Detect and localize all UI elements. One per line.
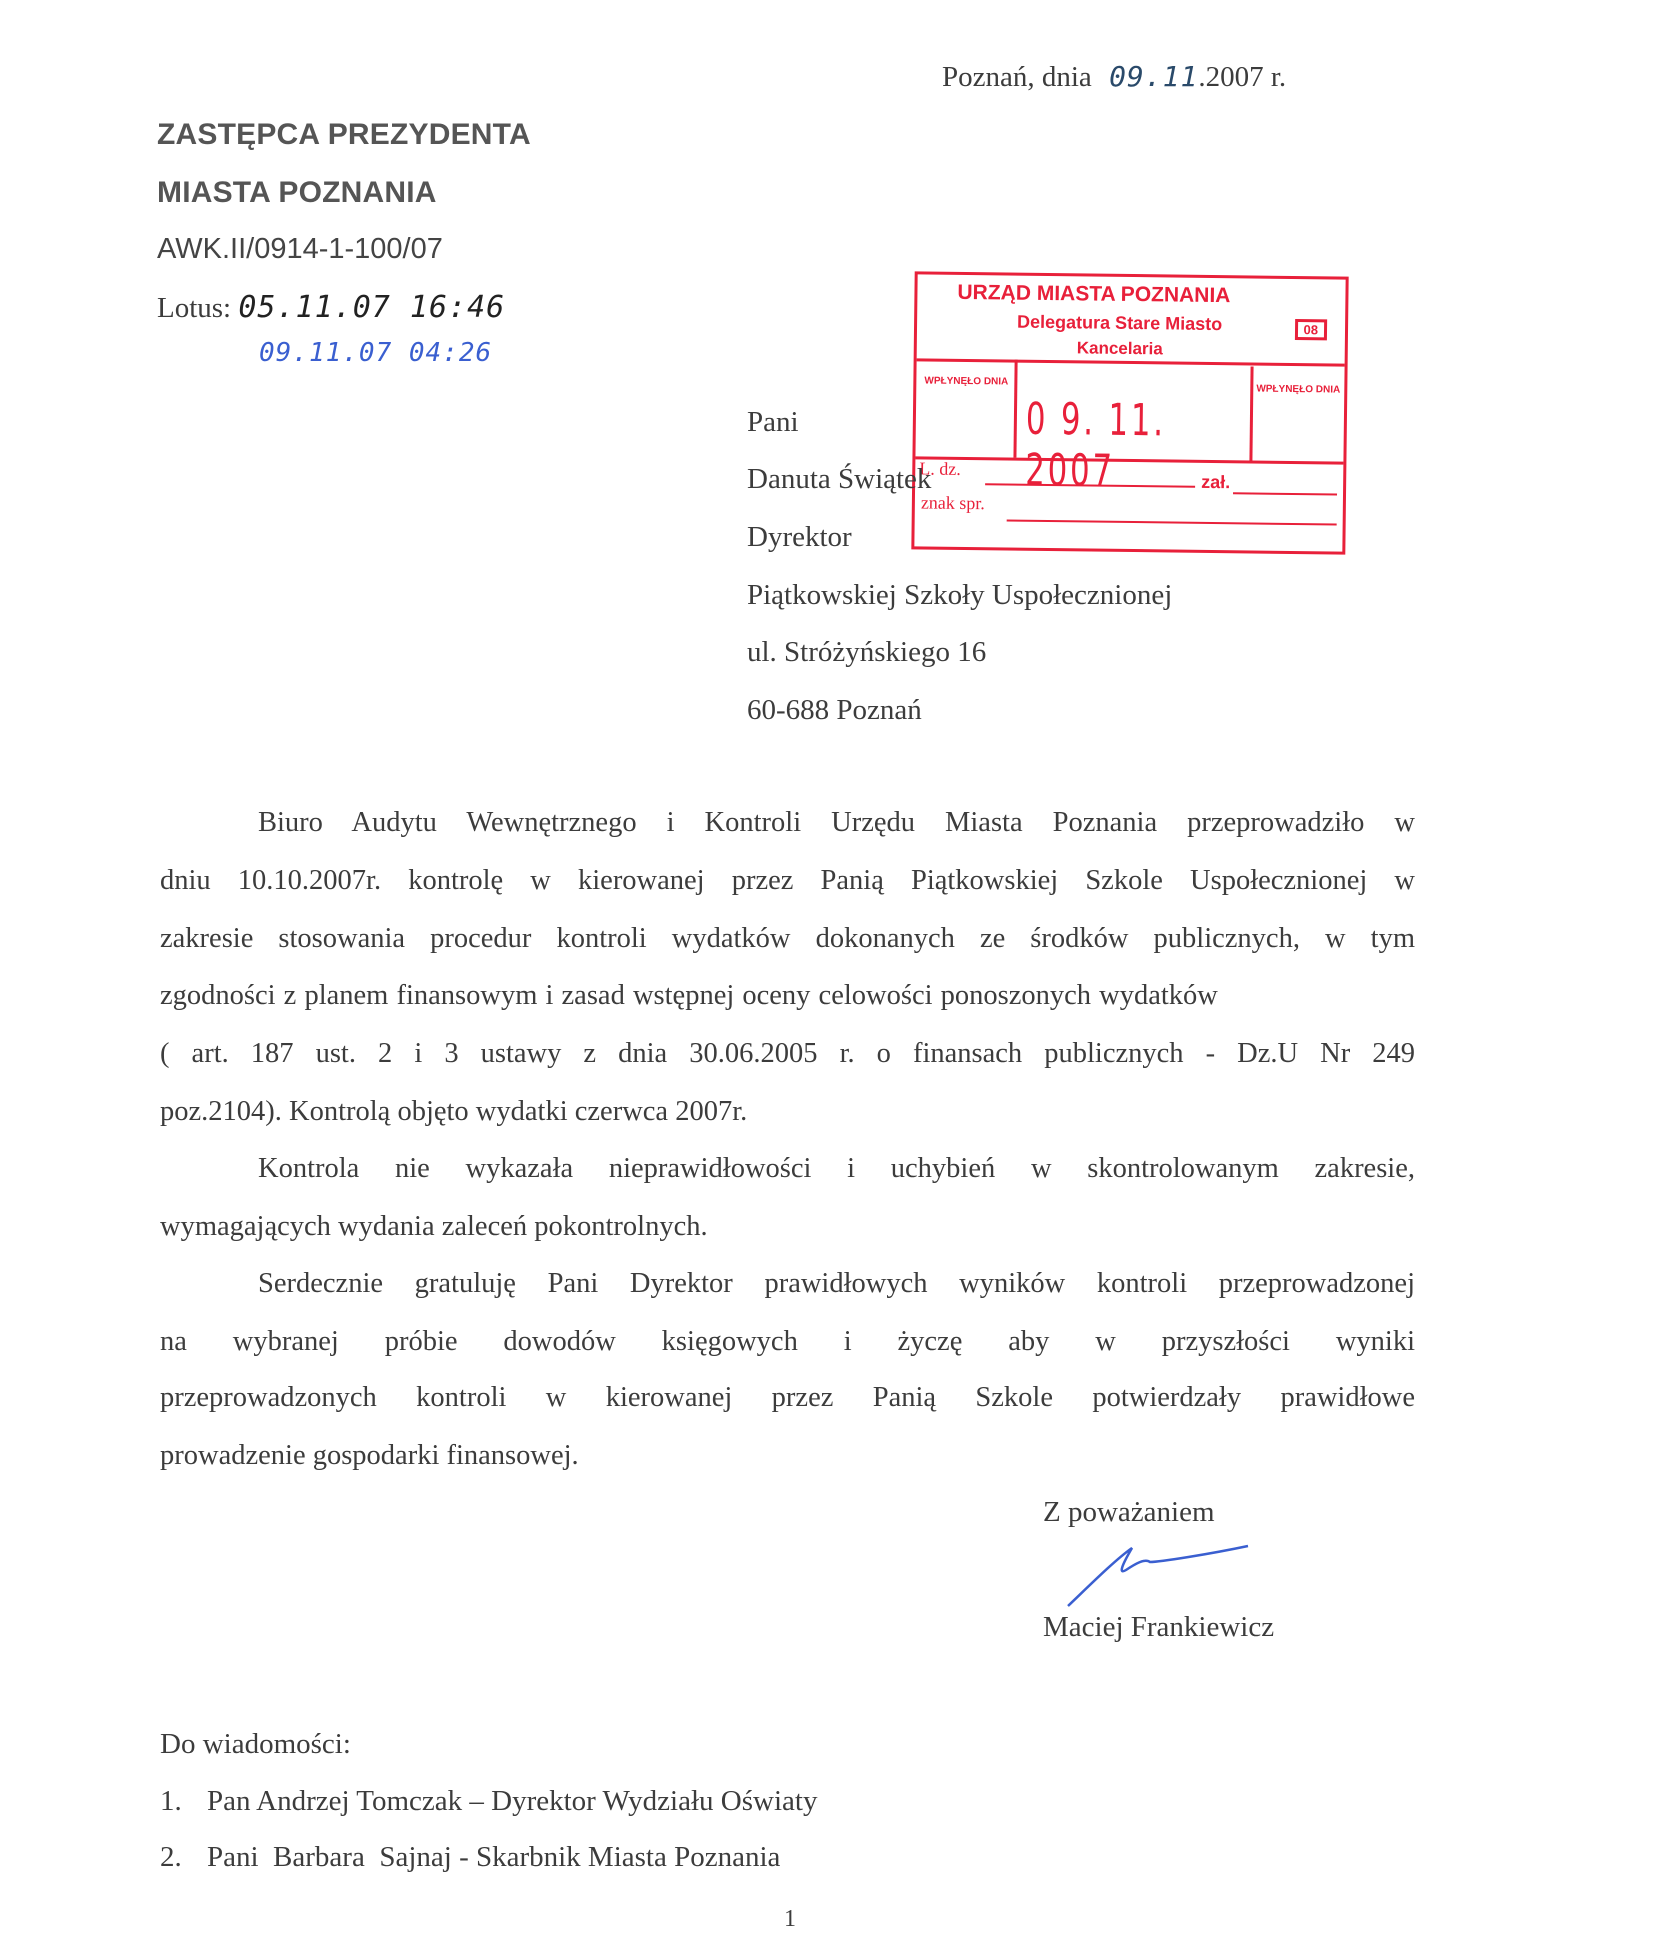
- cc-item: [160, 1785, 817, 1818]
- body-line: zakresie stosowania procedur kontroli wydatków dokonanych ze środków publicznych, w tym: [160, 923, 1415, 954]
- body-line: na wybranej próbie dowodów księgowych i życzę aby w przyszłości wyniki: [160, 1326, 1415, 1357]
- body-line: Serdecznie gratuluję Pani Dyrektor prawidłowych wyników kontroli przeprowadzonej: [258, 1268, 1415, 1299]
- cc-label: Do wiadomości:: [160, 1728, 351, 1760]
- recipient-street: ul. Stróżyńskiego 16: [747, 636, 987, 668]
- lotus-handwritten-2: 09.11.07 04:26: [259, 338, 493, 368]
- signatory-name: Maciej Frankiewicz: [1043, 1611, 1275, 1643]
- stamp-received-right: WPŁYNĘŁO DNIA: [1256, 383, 1341, 396]
- registry-stamp: [911, 271, 1348, 554]
- stamp-received-left: WPŁYNĘŁO DNIA: [924, 375, 1009, 388]
- cc-item-text: Pani Barbara Sajnaj - Skarbnik Miasta Poznania: [207, 1841, 781, 1873]
- stamp-line2: Delegatura Stare Miasto: [1016, 311, 1223, 335]
- handwritten-date: 09.11: [1109, 60, 1199, 93]
- cc-item-number: 1.: [160, 1785, 182, 1817]
- body-line: Kontrola nie wykazała nieprawidłowości i uchybień w skontrolowanym zakresie,: [258, 1153, 1415, 1184]
- recipient-city: 60-688 Poznań: [747, 694, 922, 726]
- lotus-handwritten: 05.11.07 16:46: [238, 290, 506, 325]
- cc-item-number: 2.: [160, 1841, 182, 1873]
- stamp-znak-label: znak spr.: [920, 492, 985, 514]
- date-line: [942, 60, 1286, 94]
- stamp-ldz-label: L. dz.: [919, 458, 961, 479]
- stamp-line1: URZĄD MIASTA POZNANIA: [957, 280, 1231, 308]
- body-line: dniu 10.10.2007r. kontrolę w kierowanej przez Panią Piątkowskiej Szkole Uspołecznionej w: [160, 865, 1415, 896]
- recipient-school: Piątkowskiej Szkoły Uspołecznionej: [747, 579, 1173, 611]
- body-line: przeprowadzonych kontroli w kierowanej przez Panią Szkole potwierdzały prawidłowe: [160, 1382, 1415, 1413]
- sender-title-1: ZASTĘPCA PREZYDENTA: [157, 118, 531, 151]
- body-line: zgodności z planem finansowym i zasad wstępnej oceny celowości ponoszonych wydatków: [160, 980, 1218, 1011]
- body-line: wymagających wydania zaleceń pokontrolnych.: [160, 1211, 708, 1242]
- recipient-position: Dyrektor: [747, 521, 852, 553]
- body-line: poz.2104). Kontrolą objęto wydatki czerwca 2007r.: [160, 1096, 748, 1127]
- reference-number: AWK.II/0914-1-100/07: [157, 233, 443, 265]
- recipient-name: Danuta Świątek: [747, 463, 932, 495]
- signature: [1060, 1540, 1260, 1610]
- stamp-box-number: 08: [1294, 319, 1327, 340]
- stamp-zal-label: zał.: [1201, 471, 1231, 493]
- body-line: ( art. 187 ust. 2 i 3 ustawy z dnia 30.06.2005 r. o finansach publicznych - Dz.U Nr 249: [160, 1038, 1415, 1069]
- cc-item-text: Pan Andrzej Tomczak – Dyrektor Wydziału Oświaty: [207, 1785, 818, 1817]
- closing-greeting: Z poważaniem: [1043, 1496, 1215, 1528]
- stamp-line3: Kancelaria: [1076, 338, 1163, 359]
- lotus-label: Lotus:: [157, 292, 232, 324]
- recipient-salutation: Pani: [747, 406, 799, 438]
- page-number: 1: [784, 1906, 796, 1932]
- date-prefix: Poznań, dnia: [942, 61, 1092, 93]
- lotus-line: [157, 290, 505, 325]
- cc-item: [160, 1841, 780, 1874]
- stamp-date: 0 9. 11. 2007: [1024, 393, 1167, 497]
- date-suffix: .2007 r.: [1198, 61, 1287, 93]
- sender-title-2: MIASTA POZNANIA: [157, 176, 437, 209]
- body-line: prowadzenie gospodarki finansowej.: [160, 1440, 579, 1471]
- body-line: Biuro Audytu Wewnętrznego i Kontroli Urzędu Miasta Poznania przeprowadziło w: [258, 807, 1415, 838]
